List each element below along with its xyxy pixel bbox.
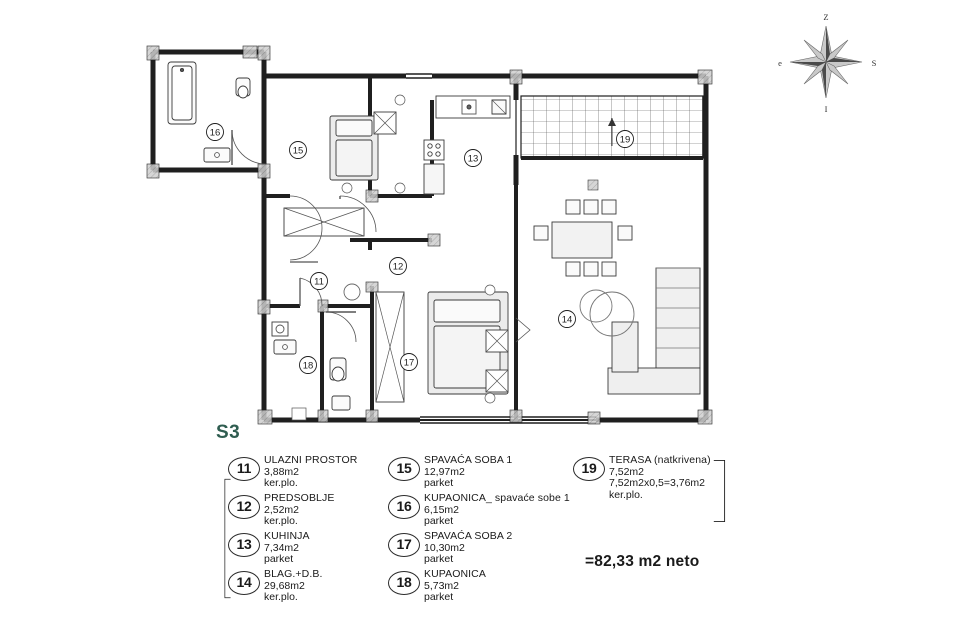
legend-area-18: 5,73m2: [424, 579, 460, 592]
legend-name-16: KUPAONICA_ spavaće sobe 1: [424, 492, 570, 504]
room-marker-18: [300, 357, 317, 374]
room-marker-14: [559, 311, 576, 328]
plan-code-label: S3: [216, 422, 241, 443]
legend-number-11: 11: [228, 457, 260, 481]
legend-finish-19: ker.plo.: [609, 488, 643, 501]
room-marker-11: [311, 273, 328, 290]
legend-area-14: 29,68m2: [264, 579, 305, 592]
svg-text:13: 13: [467, 153, 479, 165]
room-marker-17: [401, 354, 418, 371]
legend-name-19: TERASA (natkrivena): [609, 454, 711, 466]
legend-area-17: 10,30m2: [424, 541, 465, 554]
compass-north-label: Z: [823, 12, 829, 22]
legend: [228, 455, 948, 625]
room-marker-13: [465, 150, 482, 167]
legend-number-17: 17: [388, 533, 420, 557]
legend-number-13: 13: [228, 533, 260, 557]
svg-text:11: 11: [314, 276, 324, 288]
living-14-furniture: [534, 200, 700, 394]
legend-number-18: 18: [388, 571, 420, 595]
legend-finish-18: parket: [424, 591, 454, 603]
legend-name-13: KUHINJA: [264, 530, 310, 542]
legend-finish-14: ker.plo.: [264, 591, 298, 603]
compass-rose: [778, 12, 877, 114]
svg-text:15: 15: [292, 145, 304, 157]
bathroom-16-fixtures: [168, 62, 266, 165]
legend-area-12: 2,52m2: [264, 503, 300, 516]
legend-finish-11: ker.plo.: [264, 477, 298, 489]
legend-number-14: 14: [228, 571, 260, 595]
legend-number-19: 19: [573, 457, 605, 481]
legend-area-16: 6,15m2: [424, 503, 460, 516]
bedroom-15-furniture: [284, 95, 405, 236]
room-marker-16: [207, 124, 224, 141]
svg-text:17: 17: [403, 357, 415, 369]
legend-finish-12: ker.plo.: [264, 515, 298, 527]
legend-finish-13: parket: [264, 553, 294, 565]
legend-name-14: BLAG.+D.B.: [264, 568, 323, 580]
svg-text:14: 14: [561, 314, 573, 326]
room-marker-12: [390, 258, 407, 275]
svg-text:16: 16: [209, 127, 221, 139]
legend-name-18: KUPAONICA: [424, 568, 486, 580]
room-marker-19: [617, 131, 634, 148]
legend-right-bracket: [712, 456, 730, 526]
legend-name-17: SPAVAĆA SOBA 2: [424, 530, 513, 542]
room-marker-15: [290, 142, 307, 159]
legend-name-11: ULAZNI PROSTOR: [264, 454, 358, 466]
legend-area-13: 7,34m2: [264, 541, 300, 554]
svg-text:12: 12: [392, 261, 404, 273]
legend-number-15: 15: [388, 457, 420, 481]
bedroom-17-furniture: [376, 285, 530, 403]
legend-name-12: PREDSOBLJE: [264, 492, 335, 504]
kitchen-13-fixtures: [424, 96, 510, 194]
svg-text:18: 18: [302, 360, 314, 372]
legend-finish-16: parket: [424, 515, 454, 527]
legend-area-15: 12,97m2: [424, 465, 465, 478]
legend-number-12: 12: [228, 495, 260, 519]
compass-west-label: e: [778, 58, 782, 68]
legend-area-11: 3,88m2: [264, 465, 300, 478]
compass-south-label: I: [824, 104, 828, 114]
legend-finish-15: parket: [424, 477, 454, 489]
legend-area-calc-19: 7,52m2x0,5=3,76m2: [609, 477, 706, 489]
total-area-label: =82,33 m2 neto: [585, 553, 700, 570]
legend-name-15: SPAVAĆA SOBA 1: [424, 454, 513, 466]
legend-area-19: 7,52m2: [609, 465, 645, 478]
legend-finish-17: parket: [424, 553, 454, 565]
compass-east-label: S: [871, 58, 877, 68]
legend-number-16: 16: [388, 495, 420, 519]
svg-text:19: 19: [619, 134, 631, 146]
